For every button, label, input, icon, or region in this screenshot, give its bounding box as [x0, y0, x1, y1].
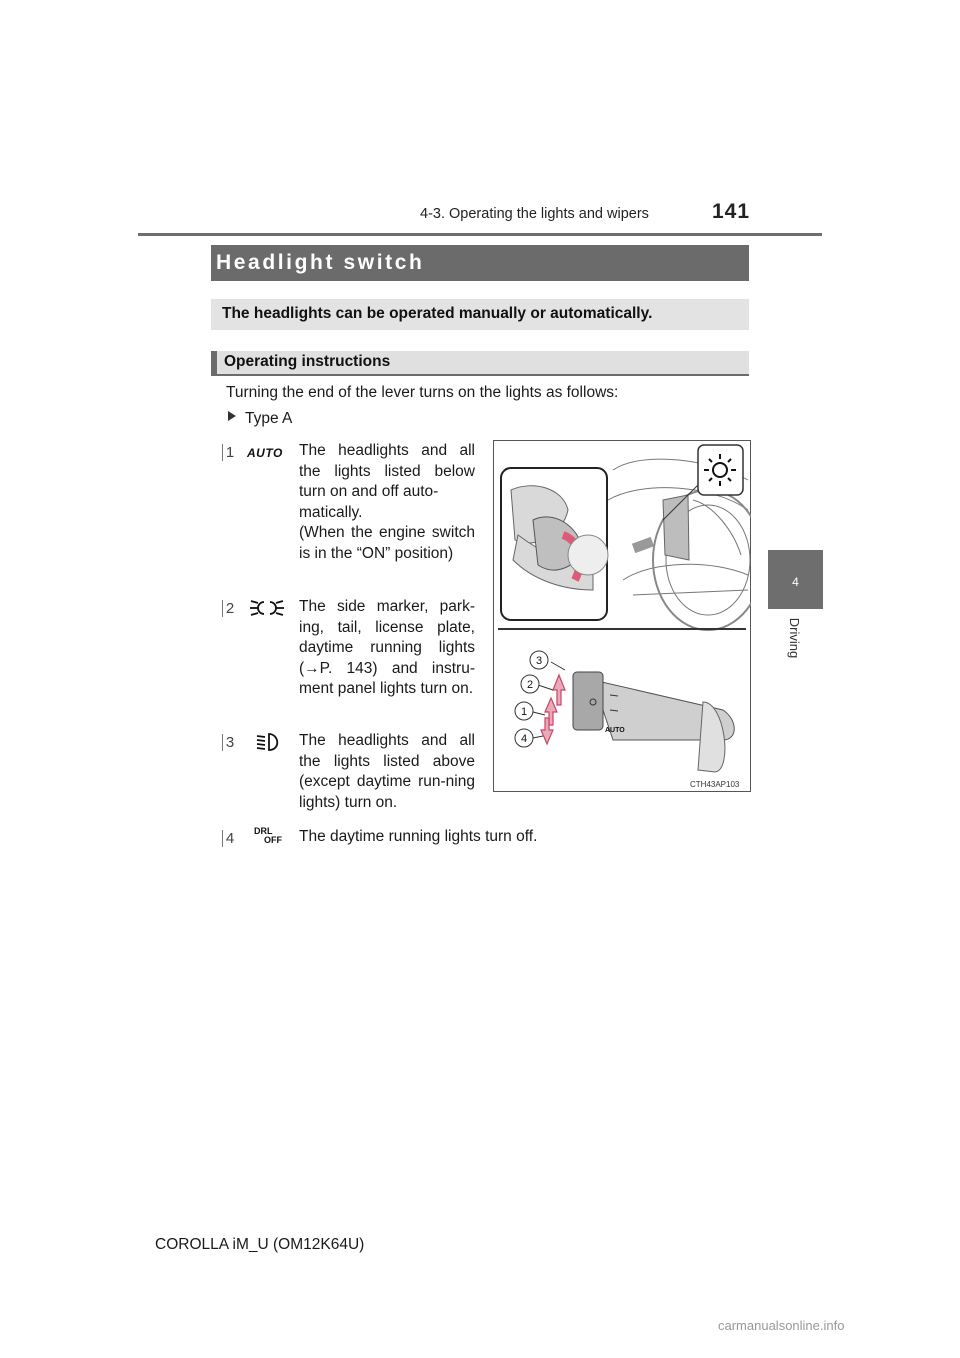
auto-icon: AUTO: [247, 446, 283, 460]
section-marker: [211, 351, 217, 376]
illustration-code: CTH43AP103: [690, 780, 740, 789]
item-description: The daytime running lights turn off.: [299, 828, 538, 845]
header-rule: [138, 233, 822, 236]
subtitle: The headlights can be operated manually or automatically.: [222, 305, 653, 322]
item-description: The side marker, park-ing, tail, license plate, daytime running lights (→P. 143) and instru-ment panel lights turn on.: [299, 598, 475, 697]
page-title: Headlight switch: [216, 251, 425, 274]
item-description: The headlights and all the lights listed above (except daytime run-ning lights) turn on.: [299, 732, 475, 811]
drl-off-icon: DRL OFF: [254, 826, 282, 845]
chapter-number: 4: [792, 575, 799, 589]
type-label: Type A: [228, 410, 292, 428]
bullet-triangle-icon: [228, 411, 236, 421]
item-number: 3: [222, 734, 237, 751]
item-number: 4: [222, 830, 237, 847]
section-header: 4-3. Operating the lights and wipers: [420, 206, 649, 222]
section-heading: Operating instructions: [224, 353, 391, 370]
callout-3: 3: [535, 655, 543, 667]
headlight-lever-illustration: [493, 440, 751, 792]
callout-2: 2: [526, 679, 534, 691]
item-description: The headlights and all the lights listed below turn on and off auto- matically. (When the engine switch is in the “ON” position): [299, 442, 475, 562]
intro-text: Turning the end of the lever turns on the lights as follows:: [226, 384, 619, 401]
item-number: 2: [222, 600, 237, 617]
callout-1: 1: [520, 706, 528, 718]
page-number: 141: [712, 200, 751, 223]
watermark: carmanualsonline.info: [718, 1318, 845, 1333]
item-number: 1: [222, 444, 237, 461]
chapter-label: Driving: [787, 617, 802, 659]
parking-lights-icon: [249, 597, 285, 619]
footer-model: COROLLA iM_U (OM12K64U): [155, 1236, 365, 1253]
callout-4: 4: [520, 733, 528, 745]
lever-auto-mark: AUTO: [605, 727, 625, 734]
headlight-icon: [255, 731, 285, 753]
